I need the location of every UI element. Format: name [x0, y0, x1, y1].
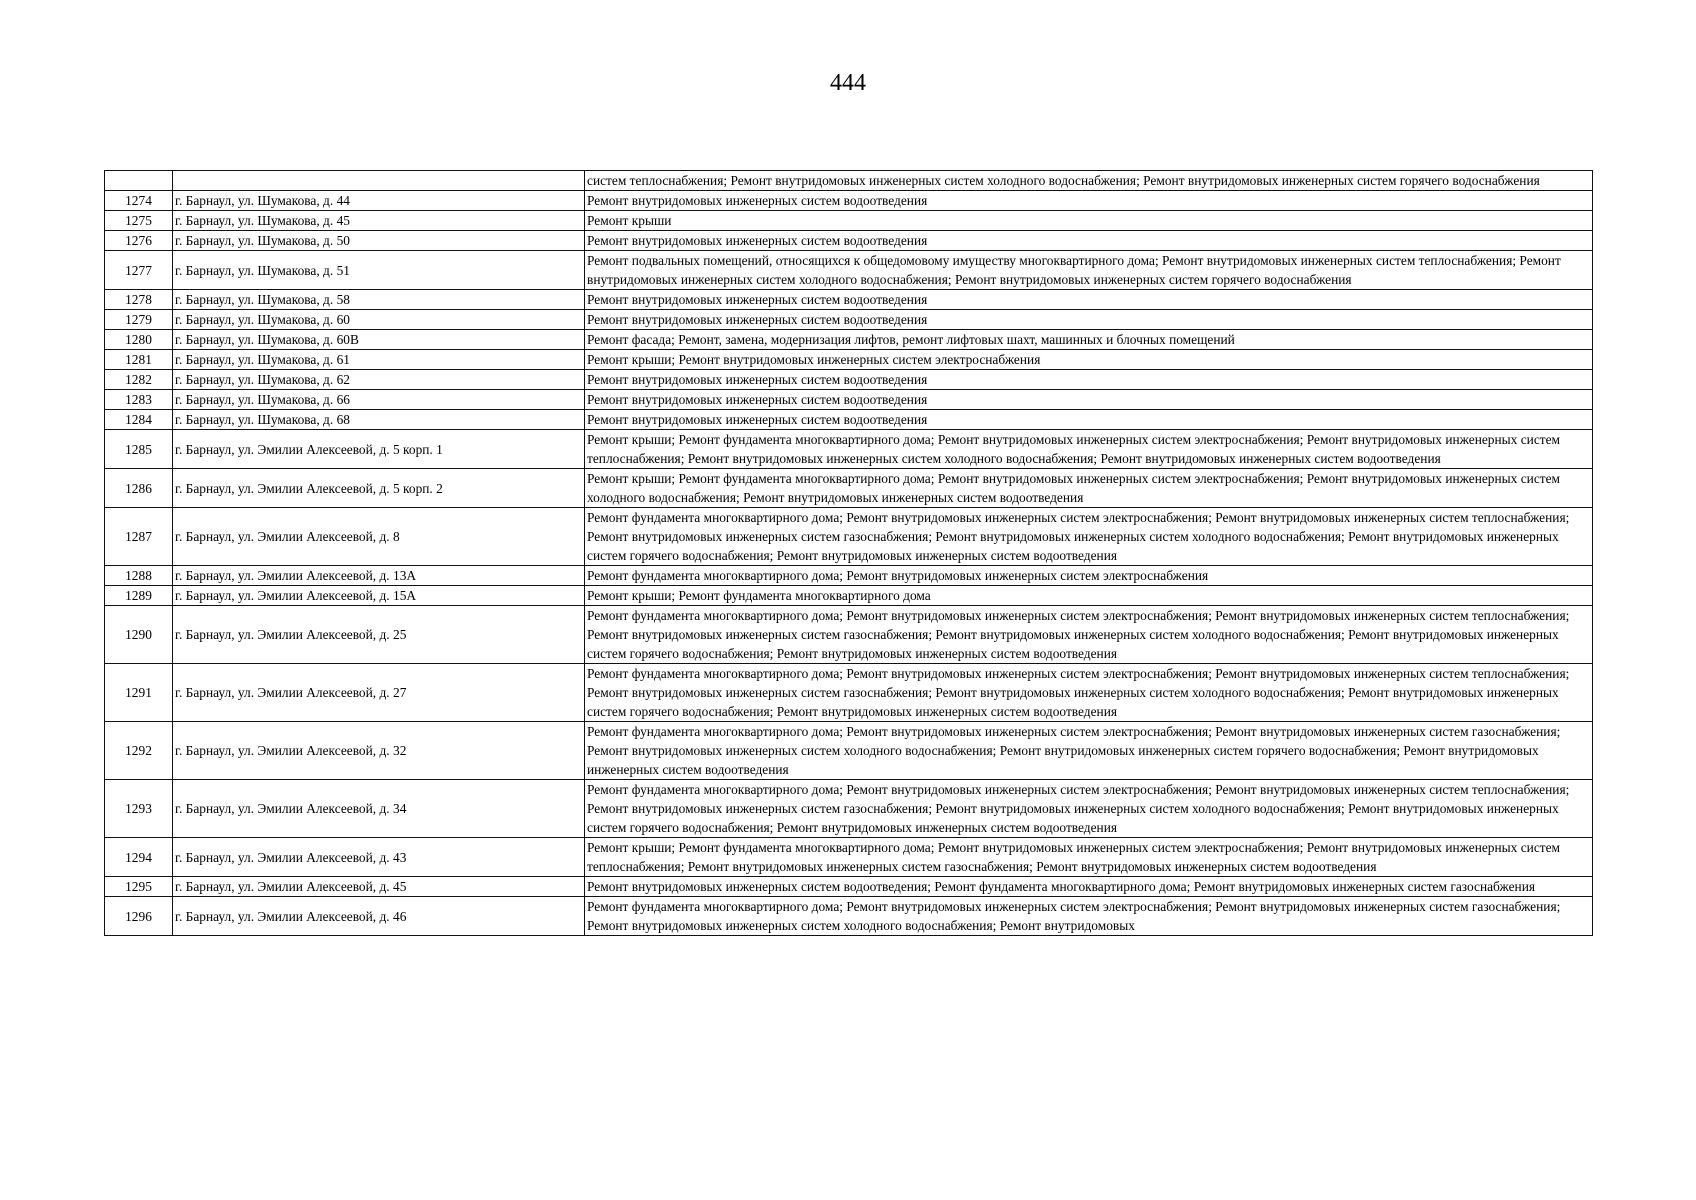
- page-number: 444: [830, 70, 866, 96]
- row-number-cell: 1279: [105, 310, 173, 330]
- address-cell: г. Барнаул, ул. Шумакова, д. 66: [173, 390, 585, 410]
- row-number-cell: 1276: [105, 231, 173, 251]
- works-cell: Ремонт крыши: [585, 211, 1593, 231]
- table-body: [105, 171, 1593, 936]
- row-number-cell: 1287: [105, 508, 173, 566]
- works-cell: Ремонт крыши; Ремонт фундамента многоквартирного дома: [585, 586, 1593, 606]
- works-cell: Ремонт фундамента многоквартирного дома; Ремонт внутридомовых инженерных систем электроснабжения; Ремонт внутридомовых инженерных систем газоснабжения; Ремонт внутридомовых инженерных систем холодного водоснабжения; Ремонт внутридомовых инженерных систем горячего водоснабжения; Ремонт внутридомовых инженерных систем водоотведения: [585, 722, 1593, 780]
- row-number-cell: 1290: [105, 606, 173, 664]
- works-cell: Ремонт внутридомовых инженерных систем водоотведения; Ремонт фундамента многоквартирного дома; Ремонт внутридомовых инженерных систем газоснабжения: [585, 877, 1593, 897]
- address-cell: г. Барнаул, ул. Шумакова, д. 51: [173, 251, 585, 290]
- address-cell: г. Барнаул, ул. Шумакова, д. 62: [173, 370, 585, 390]
- row-number-cell: 1289: [105, 586, 173, 606]
- table-row: [105, 722, 1593, 780]
- row-number-cell: 1288: [105, 566, 173, 586]
- table-row: [105, 508, 1593, 566]
- address-cell: г. Барнаул, ул. Шумакова, д. 68: [173, 410, 585, 430]
- row-number-cell: 1282: [105, 370, 173, 390]
- address-cell: г. Барнаул, ул. Эмилии Алексеевой, д. 13А: [173, 566, 585, 586]
- row-number-cell: [105, 171, 173, 191]
- address-cell: г. Барнаул, ул. Эмилии Алексеевой, д. 15А: [173, 586, 585, 606]
- table-row: [105, 211, 1593, 231]
- address-cell: г. Барнаул, ул. Шумакова, д. 58: [173, 290, 585, 310]
- address-cell: г. Барнаул, ул. Шумакова, д. 60: [173, 310, 585, 330]
- address-cell: г. Барнаул, ул. Шумакова, д. 60В: [173, 330, 585, 350]
- works-cell: Ремонт фундамента многоквартирного дома; Ремонт внутридомовых инженерных систем электроснабжения; Ремонт внутридомовых инженерных систем теплоснабжения; Ремонт внутридомовых инженерных систем газоснабжения; Ремонт внутридомовых инженерных систем холодного водоснабжения; Ремонт внутридомовых инженерных систем горячего водоснабжения; Ремонт внутридомовых инженерных систем водоотведения: [585, 508, 1593, 566]
- works-cell: Ремонт внутридомовых инженерных систем водоотведения: [585, 290, 1593, 310]
- works-cell: Ремонт фундамента многоквартирного дома; Ремонт внутридомовых инженерных систем электроснабжения; Ремонт внутридомовых инженерных систем теплоснабжения; Ремонт внутридомовых инженерных систем газоснабжения; Ремонт внутридомовых инженерных систем холодного водоснабжения; Ремонт внутридомовых инженерных систем горячего водоснабжения; Ремонт внутридомовых инженерных систем водоотведения: [585, 664, 1593, 722]
- works-cell: Ремонт фундамента многоквартирного дома; Ремонт внутридомовых инженерных систем электроснабжения; Ремонт внутридомовых инженерных систем теплоснабжения; Ремонт внутридомовых инженерных систем газоснабжения; Ремонт внутридомовых инженерных систем холодного водоснабжения; Ремонт внутридомовых инженерных систем горячего водоснабжения; Ремонт внутридомовых инженерных систем водоотведения: [585, 780, 1593, 838]
- works-cell: Ремонт фундамента многоквартирного дома; Ремонт внутридомовых инженерных систем электроснабжения: [585, 566, 1593, 586]
- table-row: [105, 897, 1593, 936]
- works-cell: Ремонт подвальных помещений, относящихся к общедомовому имуществу многоквартирного дома; Ремонт внутридомовых инженерных систем теплоснабжения; Ремонт внутридомовых инженерных систем холодного водоснабжения; Ремонт внутридомовых инженерных систем горячего водоснабжения: [585, 251, 1593, 290]
- row-number-cell: 1275: [105, 211, 173, 231]
- table-row: [105, 350, 1593, 370]
- works-cell: Ремонт внутридомовых инженерных систем водоотведения: [585, 310, 1593, 330]
- address-cell: г. Барнаул, ул. Эмилии Алексеевой, д. 5 корп. 1: [173, 430, 585, 469]
- works-cell: Ремонт внутридомовых инженерных систем водоотведения: [585, 231, 1593, 251]
- table-row: [105, 231, 1593, 251]
- table-row: [105, 290, 1593, 310]
- address-cell: г. Барнаул, ул. Шумакова, д. 50: [173, 231, 585, 251]
- address-cell: г. Барнаул, ул. Эмилии Алексеевой, д. 34: [173, 780, 585, 838]
- table-row: [105, 664, 1593, 722]
- works-cell: Ремонт внутридомовых инженерных систем водоотведения: [585, 370, 1593, 390]
- table-row: [105, 390, 1593, 410]
- row-number-cell: 1296: [105, 897, 173, 936]
- row-number-cell: 1274: [105, 191, 173, 211]
- row-number-cell: 1280: [105, 330, 173, 350]
- table-row: [105, 191, 1593, 211]
- address-cell: г. Барнаул, ул. Эмилии Алексеевой, д. 8: [173, 508, 585, 566]
- address-cell: г. Барнаул, ул. Эмилии Алексеевой, д. 25: [173, 606, 585, 664]
- table-row: [105, 251, 1593, 290]
- table-row: [105, 586, 1593, 606]
- works-cell: Ремонт фундамента многоквартирного дома; Ремонт внутридомовых инженерных систем электроснабжения; Ремонт внутридомовых инженерных систем газоснабжения; Ремонт внутридомовых инженерных систем холодного водоснабжения; Ремонт внутридомовых: [585, 897, 1593, 936]
- address-cell: г. Барнаул, ул. Эмилии Алексеевой, д. 27: [173, 664, 585, 722]
- works-cell: Ремонт крыши; Ремонт фундамента многоквартирного дома; Ремонт внутридомовых инженерных систем электроснабжения; Ремонт внутридомовых инженерных систем теплоснабжения; Ремонт внутридомовых инженерных систем холодного водоснабжения; Ремонт внутридомовых инженерных систем водоотведения: [585, 430, 1593, 469]
- works-cell: систем теплоснабжения; Ремонт внутридомовых инженерных систем холодного водоснабжения; Ремонт внутридомовых инженерных систем горячего водоснабжения: [585, 171, 1593, 191]
- works-cell: Ремонт внутридомовых инженерных систем водоотведения: [585, 410, 1593, 430]
- works-cell: Ремонт фасада; Ремонт, замена, модернизация лифтов, ремонт лифтовых шахт, машинных и блочных помещений: [585, 330, 1593, 350]
- table-row: [105, 877, 1593, 897]
- table-row: [105, 171, 1593, 191]
- table-row: [105, 469, 1593, 508]
- row-number-cell: 1283: [105, 390, 173, 410]
- row-number-cell: 1277: [105, 251, 173, 290]
- works-cell: Ремонт крыши; Ремонт фундамента многоквартирного дома; Ремонт внутридомовых инженерных систем электроснабжения; Ремонт внутридомовых инженерных систем теплоснабжения; Ремонт внутридомовых инженерных систем газоснабжения; Ремонт внутридомовых инженерных систем водоотведения: [585, 838, 1593, 877]
- works-cell: Ремонт крыши; Ремонт внутридомовых инженерных систем электроснабжения: [585, 350, 1593, 370]
- row-number-cell: 1285: [105, 430, 173, 469]
- table-row: [105, 370, 1593, 390]
- address-cell: г. Барнаул, ул. Эмилии Алексеевой, д. 43: [173, 838, 585, 877]
- row-number-cell: 1293: [105, 780, 173, 838]
- row-number-cell: 1284: [105, 410, 173, 430]
- table-row: [105, 330, 1593, 350]
- row-number-cell: 1294: [105, 838, 173, 877]
- address-cell: г. Барнаул, ул. Шумакова, д. 61: [173, 350, 585, 370]
- row-number-cell: 1291: [105, 664, 173, 722]
- table-row: [105, 780, 1593, 838]
- row-number-cell: 1295: [105, 877, 173, 897]
- table-row: [105, 566, 1593, 586]
- table-row: [105, 838, 1593, 877]
- address-cell: г. Барнаул, ул. Шумакова, д. 44: [173, 191, 585, 211]
- address-cell: [173, 171, 585, 191]
- row-number-cell: 1278: [105, 290, 173, 310]
- table-row: [105, 606, 1593, 664]
- repair-registry-table: [104, 170, 1593, 936]
- works-cell: Ремонт внутридомовых инженерных систем водоотведения: [585, 390, 1593, 410]
- works-cell: Ремонт крыши; Ремонт фундамента многоквартирного дома; Ремонт внутридомовых инженерных систем электроснабжения; Ремонт внутридомовых инженерных систем холодного водоснабжения; Ремонт внутридомовых инженерных систем водоотведения: [585, 469, 1593, 508]
- address-cell: г. Барнаул, ул. Эмилии Алексеевой, д. 46: [173, 897, 585, 936]
- table-row: [105, 430, 1593, 469]
- row-number-cell: 1281: [105, 350, 173, 370]
- table-row: [105, 410, 1593, 430]
- address-cell: г. Барнаул, ул. Эмилии Алексеевой, д. 45: [173, 877, 585, 897]
- address-cell: г. Барнаул, ул. Эмилии Алексеевой, д. 32: [173, 722, 585, 780]
- table-row: [105, 310, 1593, 330]
- works-cell: Ремонт фундамента многоквартирного дома; Ремонт внутридомовых инженерных систем электроснабжения; Ремонт внутридомовых инженерных систем теплоснабжения; Ремонт внутридомовых инженерных систем газоснабжения; Ремонт внутридомовых инженерных систем холодного водоснабжения; Ремонт внутридомовых инженерных систем горячего водоснабжения; Ремонт внутридомовых инженерных систем водоотведения: [585, 606, 1593, 664]
- address-cell: г. Барнаул, ул. Эмилии Алексеевой, д. 5 корп. 2: [173, 469, 585, 508]
- row-number-cell: 1292: [105, 722, 173, 780]
- works-cell: Ремонт внутридомовых инженерных систем водоотведения: [585, 191, 1593, 211]
- row-number-cell: 1286: [105, 469, 173, 508]
- address-cell: г. Барнаул, ул. Шумакова, д. 45: [173, 211, 585, 231]
